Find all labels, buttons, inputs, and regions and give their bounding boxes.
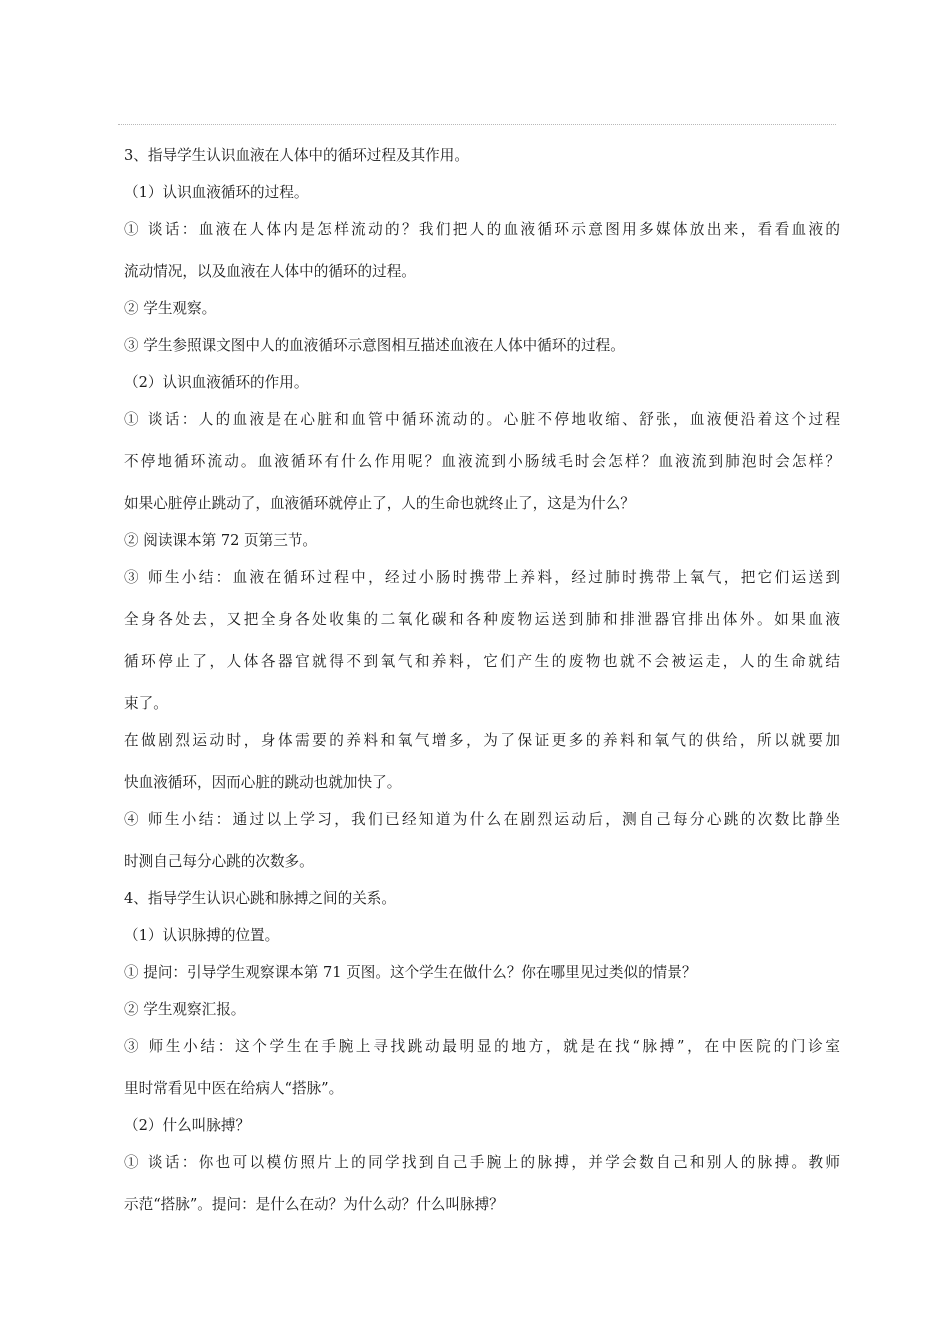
paragraph-line: ② 阅读课本第 72 页第三节。: [124, 532, 318, 549]
paragraph-line: ② 学生观察。: [124, 300, 217, 317]
paragraph-line: 流动情况，以及血液在人体中的循环的过程。: [124, 263, 416, 280]
subsection-heading: （2）认识血液循环的作用。: [124, 374, 309, 391]
paragraph-line: 如果心脏停止跳动了，血液循环就停止了，人的生命也就终止了，这是为什么？: [124, 495, 635, 512]
subsection-heading: （2）什么叫脉搏？: [124, 1117, 251, 1134]
header-divider: [118, 124, 836, 125]
paragraph-line: 时测自己每分心跳的次数多。: [124, 853, 314, 870]
paragraph-line: 不停地循环流动。血液循环有什么作用呢？血液流到小肠绒毛时会怎样？血液流到肺泡时会怎样？: [124, 453, 840, 470]
paragraph-line: 束了。: [124, 695, 168, 712]
paragraph-line: 循环停止了，人体各器官就得不到氧气和养料，它们产生的废物也就不会被运走，人的生命就结: [124, 653, 840, 670]
section-heading-4: 4、指导学生认识心跳和脉搏之间的关系。: [124, 890, 396, 907]
paragraph-line: ① 谈话：血液在人体内是怎样流动的？我们把人的血液循环示意图用多媒体放出来，看看血液的: [124, 221, 840, 238]
paragraph-line: ③ 师生小结：这个学生在手腕上寻找跳动最明显的地方，就是在找“脉搏”，在中医院的门诊室: [124, 1038, 840, 1055]
paragraph-line: ③ 学生参照课文图中人的血液循环示意图相互描述血液在人体中循环的过程。: [124, 337, 625, 354]
paragraph-line: ① 提问：引导学生观察课本第 71 页图。这个学生在做什么？你在哪里见过类似的情景？: [124, 964, 697, 981]
paragraph-line: ④ 师生小结：通过以上学习，我们已经知道为什么在剧烈运动后，测自己每分心跳的次数比静坐: [124, 811, 840, 828]
paragraph-line: ② 学生观察汇报。: [124, 1001, 246, 1018]
paragraph-line: ③ 师生小结：血液在循环过程中，经过小肠时携带上养料，经过肺时携带上氧气，把它们运送到: [124, 569, 840, 586]
paragraph-line: 示范“搭脉”。提问：是什么在动？为什么动？什么叫脉搏？: [124, 1196, 504, 1213]
paragraph-line: 在做剧烈运动时，身体需要的养料和氧气增多，为了保证更多的养料和氧气的供给，所以就要加: [124, 732, 840, 749]
paragraph-line: 全身各处去，又把全身各处收集的二氧化碳和各种废物运送到肺和排泄器官排出体外。如果血液: [124, 611, 840, 628]
paragraph-line: ① 谈话：你也可以模仿照片上的同学找到自己手腕上的脉搏，并学会数自己和别人的脉搏。教师: [124, 1154, 840, 1171]
paragraph-line: 里时常看见中医在给病人“搭脉”。: [124, 1080, 344, 1097]
document-body: [124, 140, 840, 1215]
paragraph-line: ① 谈话：人的血液是在心脏和血管中循环流动的。心脏不停地收缩、舒张，血液便沿着这个过程: [124, 411, 840, 428]
paragraph-line: 快血液循环，因而心脏的跳动也就加快了。: [124, 774, 402, 791]
section-heading-3: 3、指导学生认识血液在人体中的循环过程及其作用。: [124, 147, 469, 164]
subsection-heading: （1）认识脉搏的位置。: [124, 927, 280, 944]
subsection-heading: （1）认识血液循环的过程。: [124, 184, 309, 201]
